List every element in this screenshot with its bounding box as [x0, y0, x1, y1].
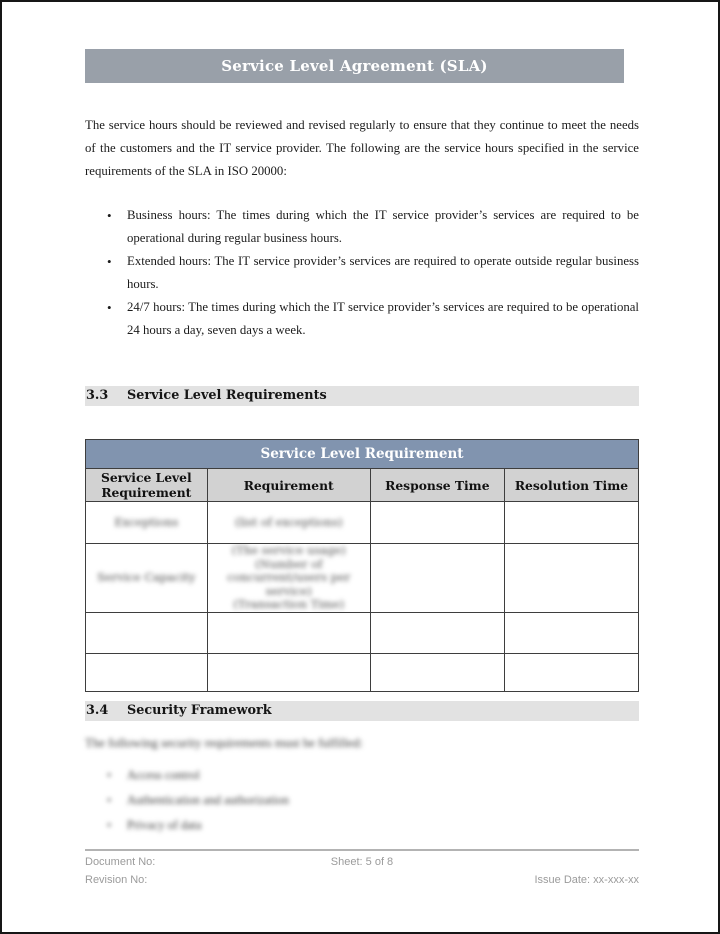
table-title: Service Level Requirement — [86, 440, 639, 469]
table-row — [86, 544, 639, 613]
table-cell — [86, 544, 208, 613]
list-item — [101, 814, 621, 837]
footer-document-no: Document No: — [85, 856, 156, 868]
list-item-text: 24/7 hours: The times during which the IT service provider’s services are required to be operational 24 hours a day, seven days a week. — [127, 300, 639, 337]
blurred-text: (list of exceptions) — [234, 514, 343, 529]
blurred-text: (Number of concurrent/users per — [227, 556, 351, 584]
column-header: Requirement — [207, 469, 370, 502]
footer-row — [85, 871, 639, 889]
list-item-text: Business hours: The times during which the IT service provider’s services are required to be operational during regular business hours. — [127, 208, 639, 245]
document-title: Service Level Agreement (SLA) — [221, 57, 488, 75]
table-cell — [207, 612, 370, 653]
footer-divider — [85, 849, 639, 851]
section-heading-3-4 — [85, 701, 639, 721]
intro-paragraph: The service hours should be reviewed and revised regularly to ensure that they continue to meet the needs of the customers and the IT service provider. The following are the service hours specified in the service requirements of the SLA in ISO 20000: — [85, 118, 639, 178]
column-header: Resolution Time — [504, 469, 638, 502]
list-item — [101, 204, 639, 250]
security-list-blurred — [101, 764, 621, 839]
list-item — [101, 764, 621, 787]
table-header-row — [86, 469, 639, 502]
table-row — [86, 612, 639, 653]
table-cell — [86, 612, 208, 653]
page-footer — [85, 853, 639, 889]
table-cell — [370, 612, 504, 653]
list-item — [101, 789, 621, 812]
section-heading-3-3 — [85, 386, 639, 406]
table-cell — [370, 544, 504, 613]
blurred-text: (Transaction Time) — [233, 597, 345, 611]
table-cell — [504, 653, 638, 691]
table-row — [86, 502, 639, 544]
footer-issue-date: Issue Date: xx-xxx-xx — [534, 874, 639, 886]
table-cell — [207, 544, 370, 613]
list-item-text: Authentication and authorization — [127, 793, 289, 807]
table-cell — [370, 653, 504, 691]
footer-revision-no: Revision No: — [85, 874, 148, 886]
table-cell — [207, 653, 370, 691]
footer-sheet-number: Sheet: 5 of 8 — [330, 856, 394, 868]
table-cell — [207, 502, 370, 544]
list-item-text: Privacy of data — [127, 818, 202, 832]
document-title-banner — [85, 49, 624, 83]
security-intro-blurred: The following security requirements must be fulfilled: — [85, 736, 363, 750]
table-row — [86, 653, 639, 691]
table-cell — [86, 653, 208, 691]
table-cell — [504, 544, 638, 613]
blurred-text: Service Capacity — [97, 570, 196, 584]
blurred-text: Exceptions — [114, 514, 179, 529]
table-cell — [370, 502, 504, 544]
list-item — [101, 296, 639, 342]
column-header: Response Time — [370, 469, 504, 502]
service-level-requirement-table — [85, 439, 639, 692]
list-item-text: Extended hours: The IT service provider’s services are required to operate outside regular business hours. — [127, 254, 639, 291]
section-number: 3.3 — [86, 388, 109, 403]
service-hours-list — [101, 204, 639, 342]
table-title-row — [86, 440, 639, 469]
section-number: 3.4 — [86, 703, 109, 718]
list-item-text: Access control — [127, 768, 200, 782]
section-title: Security Framework — [127, 703, 272, 718]
table-cell — [504, 612, 638, 653]
blurred-text: (The service usage) — [231, 543, 346, 557]
column-header: Service Level Requirement — [86, 469, 208, 502]
section-title: Service Level Requirements — [127, 388, 327, 403]
list-item — [101, 250, 639, 296]
table-cell — [504, 502, 638, 544]
blurred-text: service) — [265, 583, 312, 598]
table-cell — [86, 502, 208, 544]
footer-row — [85, 853, 639, 871]
